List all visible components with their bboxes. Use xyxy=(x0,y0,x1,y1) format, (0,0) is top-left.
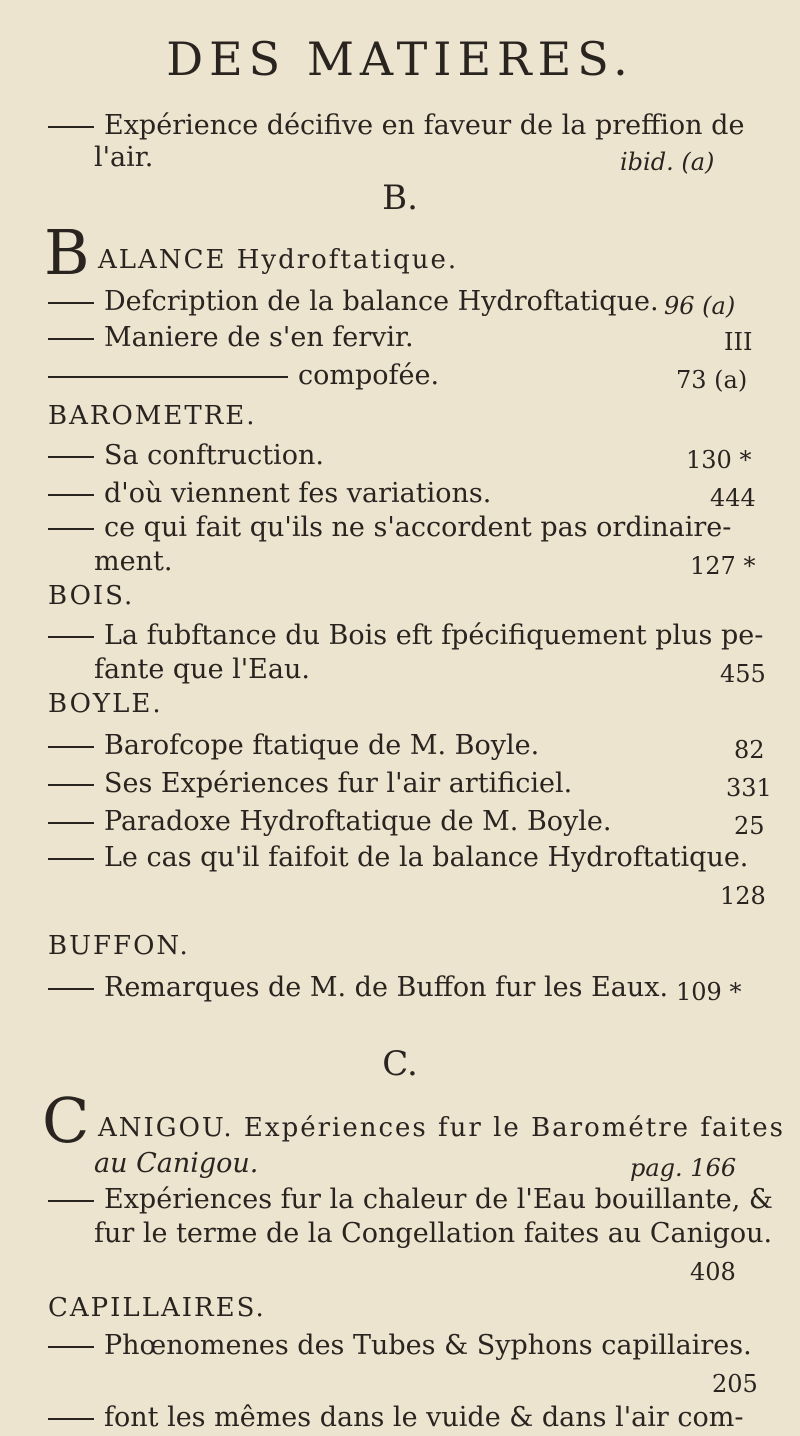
entry-line: au Canigou. xyxy=(94,1148,259,1179)
entry-line: Sa conftruction. xyxy=(48,440,324,472)
entry-line: Ses Expériences fur l'air artificiel. xyxy=(48,768,572,800)
entry-heading: ALANCE Hydroftatique. xyxy=(98,245,459,275)
page-reference: 444 xyxy=(710,484,756,512)
entry-line: Le cas qu'il faifoit de la balance Hydroftatique. xyxy=(48,842,748,874)
entry-line: Paradoxe Hydroftatique de M. Boyle. xyxy=(48,806,612,838)
entry-line: ce qui fait qu'ils ne s'accordent pas ordinaire- xyxy=(48,512,731,544)
section-letter-c: C. xyxy=(382,1044,418,1084)
entry-dash xyxy=(48,126,94,128)
entry-line: font les mêmes dans le vuide & dans l'air com- xyxy=(48,1402,743,1434)
entry-line xyxy=(48,110,744,142)
page-reference: ibid. (a) xyxy=(620,148,715,176)
entry-line: Barofcope ftatique de M. Boyle. xyxy=(48,730,539,762)
entry-text: Expérience décifive en faveur de la preffion de xyxy=(104,110,745,141)
entry-heading: BUFFON. xyxy=(48,931,190,961)
page-reference: 82 xyxy=(734,736,765,764)
entry-heading: ANIGOU. Expériences fur le Barométre faites xyxy=(98,1113,785,1143)
entry-line: ment. xyxy=(94,546,173,577)
page-reference: 408 xyxy=(690,1258,736,1286)
entry-line: Maniere de s'en fervir. xyxy=(48,322,414,354)
entry-line: fur le terme de la Congellation faites au Canigou. xyxy=(94,1218,773,1249)
entry-heading: BOYLE. xyxy=(48,689,163,719)
entry-line: Expériences fur la chaleur de l'Eau bouillante, & xyxy=(48,1184,773,1216)
entry-line: Phœnomenes des Tubes & Syphons capillaires. xyxy=(48,1330,752,1362)
entry-line: La fubftance du Bois eft fpécifiquement plus pe- xyxy=(48,620,763,652)
page-reference: 109 * xyxy=(676,978,742,1006)
page-reference: 127 * xyxy=(690,552,756,580)
entry-heading: CAPILLAIRES. xyxy=(48,1293,266,1323)
page-reference: 455 xyxy=(720,660,766,688)
page-reference: 205 xyxy=(712,1370,758,1398)
page-title: DES MATIERES. xyxy=(166,32,634,86)
drop-cap: B xyxy=(44,216,90,289)
entry-line: Remarques de M. de Buffon fur les Eaux. xyxy=(48,972,668,1004)
entry-line: compofée. xyxy=(48,360,439,392)
drop-cap: C xyxy=(42,1084,90,1157)
entry-heading: BOIS. xyxy=(48,581,135,611)
entry-line: d'où viennent fes variations. xyxy=(48,478,491,510)
page-reference: pag. 166 xyxy=(630,1154,737,1182)
page-reference: III xyxy=(724,328,753,356)
page-reference: 128 xyxy=(720,882,766,910)
page-reference: 73 (a) xyxy=(676,366,748,394)
entry-line: l'air. xyxy=(94,142,154,173)
section-letter-b: B. xyxy=(382,178,418,218)
page-reference: 331 xyxy=(726,774,772,802)
entry-heading: BAROMETRE. xyxy=(48,401,257,431)
page-reference: 130 * xyxy=(686,446,752,474)
entry-line: fante que l'Eau. xyxy=(94,654,310,685)
entry-line: Defcription de la balance Hydroftatique. xyxy=(48,286,659,318)
page-reference: 96 (a) xyxy=(664,292,736,320)
page-reference: 25 xyxy=(734,812,765,840)
